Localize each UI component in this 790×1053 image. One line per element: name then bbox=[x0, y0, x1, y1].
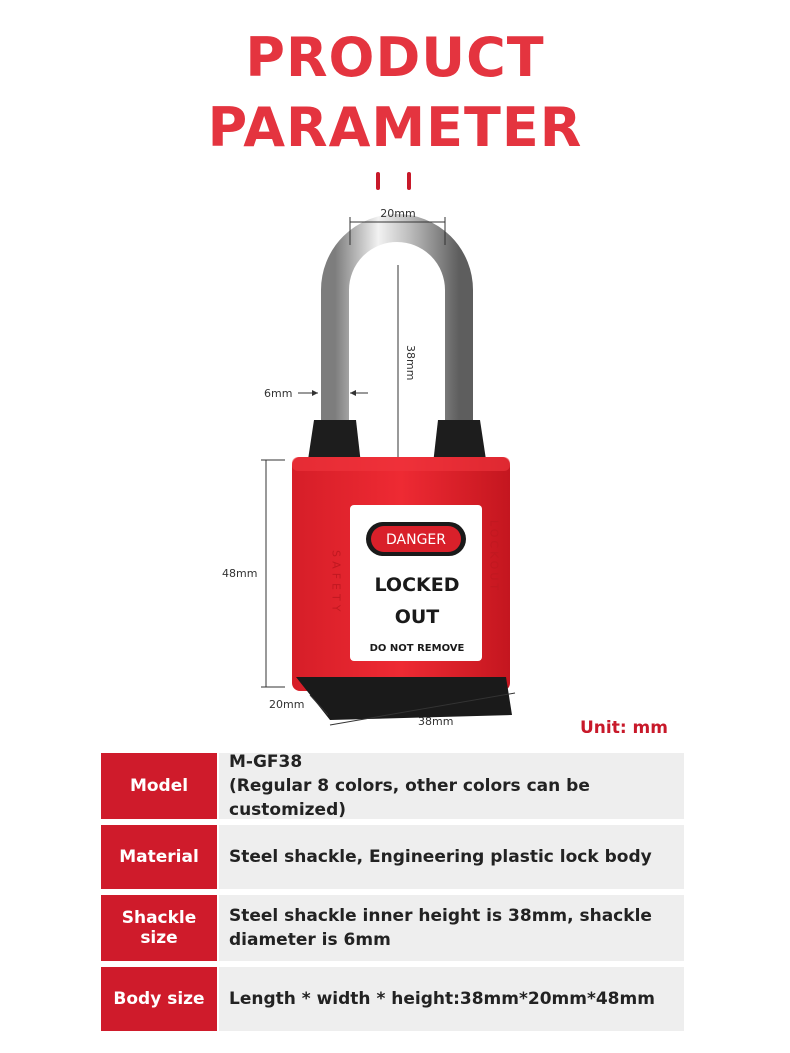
value-line: (Regular 8 colors, other colors can be customized) bbox=[229, 776, 590, 820]
side-safety-text: SAFETY bbox=[329, 550, 343, 616]
value-line: Steel shackle inner height is 38mm, shackle bbox=[229, 906, 652, 926]
dim-body-height: 48mm bbox=[222, 567, 258, 580]
page-title-line1: PRODUCT bbox=[245, 26, 545, 89]
dim-body-width: 38mm bbox=[418, 715, 454, 728]
row-value-material bbox=[219, 825, 684, 889]
table-row bbox=[101, 895, 684, 961]
unit-label: Unit: mm bbox=[579, 718, 668, 738]
row-key-model: Model bbox=[101, 753, 217, 819]
dim-shackle-height: 38mm bbox=[404, 345, 417, 381]
dim-shackle-width: 20mm bbox=[380, 207, 416, 220]
danger-text: DANGER bbox=[385, 532, 447, 548]
row-key-material: Material bbox=[101, 825, 217, 889]
value-line: Steel shackle, Engineering plastic lock body bbox=[229, 847, 652, 867]
row-value-body-size bbox=[219, 967, 684, 1031]
side-lockout-text: LOCKOUT bbox=[487, 520, 501, 594]
remove-text: DO NOT REMOVE bbox=[369, 643, 465, 654]
row-value-shackle-size bbox=[219, 895, 684, 961]
locked-text: LOCKED bbox=[374, 574, 460, 596]
page-title-line2: PARAMETER bbox=[207, 96, 583, 159]
dim-shackle-diameter: 6mm bbox=[264, 387, 293, 400]
value-line: diameter is 6mm bbox=[229, 930, 391, 950]
table-row bbox=[101, 753, 684, 819]
row-key-shackle-size: Shackle size bbox=[101, 895, 217, 961]
table-row bbox=[101, 825, 684, 889]
value-line: M-GF38 bbox=[229, 752, 303, 772]
value-line: Length * width * height:38mm*20mm*48mm bbox=[229, 989, 655, 1009]
row-key-body-size: Body size bbox=[101, 967, 217, 1031]
lock-base bbox=[296, 677, 512, 720]
dim-body-depth: 20mm bbox=[269, 698, 305, 711]
table-row bbox=[101, 967, 684, 1031]
out-text: OUT bbox=[394, 606, 440, 628]
parameter-table bbox=[101, 753, 684, 1037]
row-value-model bbox=[219, 753, 684, 819]
title-divider-marks bbox=[376, 172, 416, 192]
steel-shackle bbox=[335, 228, 459, 445]
padlock-illustration bbox=[0, 195, 790, 735]
